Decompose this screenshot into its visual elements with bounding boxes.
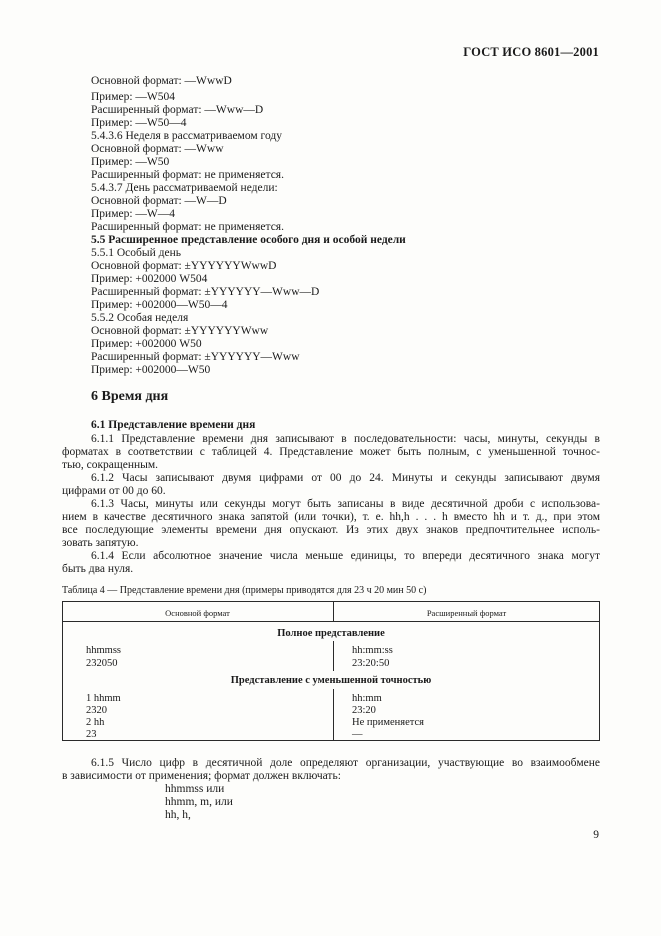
text-line: Расширенный формат: —Www—D	[91, 104, 264, 116]
text-line: Основной формат: —WwwD	[91, 75, 232, 87]
column-header-extended: Расширенный формат	[426, 608, 507, 618]
paragraph-line: 6.1.3 Часы, минуты или секунды могут быть записаны в виде десятичной дроби с использова-	[91, 498, 600, 510]
text-line: 5.4.3.7 День рассматриваемой недели:	[91, 182, 278, 194]
table-group-reduced: Представление с уменьшенной точностью	[230, 675, 432, 686]
table-cell: 23	[86, 729, 97, 740]
text-line: Расширенный формат: ±YYYYYY—Www—D	[91, 286, 320, 298]
text-line: Основной формат: ±YYYYYYWwwD	[91, 260, 277, 272]
text-line: 5.5.2 Особая неделя	[91, 312, 189, 324]
text-line: Пример: —W—4	[91, 208, 176, 220]
table-group-full: Полное представление	[277, 628, 385, 639]
table-col-divider-full	[333, 641, 334, 671]
text-line: Пример: —W50	[91, 156, 170, 168]
paragraph-line: быть два нуля.	[62, 563, 134, 575]
table-border-right	[599, 601, 600, 741]
text-line: Расширенный формат: ±YYYYYY—Www	[91, 351, 300, 363]
table-border-top	[62, 601, 600, 602]
format-line: hh, h,	[165, 809, 191, 821]
paragraph-line: все последующие элементы времени дня опускают. Из этих двух знаков предпочтительнее исполь-	[62, 524, 600, 536]
paragraph-line: 6.1.4 Если абсолютное значение числа меньше единицы, то впереди десятичного знака могут	[91, 550, 600, 562]
text-line: 5.4.3.6 Неделя в рассматриваемом году	[91, 130, 282, 142]
table-cell: hhmmss	[86, 645, 122, 656]
table-cell: 2 hh	[86, 717, 105, 728]
paragraph-line: зовать запятую.	[62, 537, 139, 549]
table-border-bottom	[62, 740, 600, 741]
table-caption: Таблица 4 — Представление времени дня (примеры приводятся для 23 ч 20 мин 50 с)	[62, 585, 427, 596]
text-line: Пример: —W50—4	[91, 117, 187, 129]
paragraph-line: в зависимости от применения; формат должен включать:	[62, 770, 341, 782]
paragraph-line: 6.1.2 Часы записывают двумя цифрами от 00 до 24. Минуты и секунды записывают двумя	[91, 472, 600, 484]
text-line: Основной формат: —W—D	[91, 195, 227, 207]
text-line: Пример: +002000 W504	[91, 273, 208, 285]
table-cell: Не применяется	[352, 717, 424, 728]
table-header-divider	[62, 621, 600, 622]
text-line: Основной формат: ±YYYYYYWww	[91, 325, 269, 337]
text-line: Пример: +002000—W50	[91, 364, 211, 376]
table-col-divider-reduced	[333, 689, 334, 740]
section-6-1-heading: 6.1 Представление времени дня	[91, 419, 256, 431]
table-cell: 23:20:50	[352, 658, 390, 669]
paragraph-line: форматах в соответствии с таблицей 4. Представление может быть полным, с уменьшенной точнос-	[62, 446, 600, 458]
paragraph-line: 6.1.5 Число цифр в десятичной доле определяют организации, участвующие во взаимообмене	[91, 757, 600, 769]
text-line: Расширенный формат: не применяется.	[91, 221, 284, 233]
text-line: 5.5.1 Особый день	[91, 247, 181, 259]
text-line: Основной формат: —Www	[91, 143, 224, 155]
table-border-left	[62, 601, 63, 741]
document-code-header: ГОСТ ИСО 8601—2001	[463, 45, 599, 59]
format-line: hhmmss или	[165, 783, 225, 795]
text-line: Пример: +002000 W50	[91, 338, 202, 350]
paragraph-line: цифрами от 00 до 60.	[62, 485, 166, 497]
format-line: hhmm, m, или	[165, 796, 233, 808]
page-number: 9	[593, 829, 599, 841]
section-6-title: 6 Время дня	[91, 389, 169, 404]
table-cell: 23:20	[352, 705, 376, 716]
paragraph-line: 6.1.1 Представление времени дня записывают в последовательности: часы, минуты, секунды в	[91, 433, 600, 445]
table-cell: hh:mm	[352, 693, 382, 704]
column-header-basic: Основной формат	[165, 608, 230, 618]
paragraph-line: тью, сокращенным.	[62, 459, 159, 471]
table-cell: 1 hhmm	[86, 693, 121, 704]
table-cell: hh:mm:ss	[352, 645, 393, 656]
text-line: Расширенный формат: не применяется.	[91, 169, 284, 181]
table-cell: 2320	[86, 705, 107, 716]
table-cell: 232050	[86, 658, 118, 669]
text-line: Пример: —W504	[91, 91, 176, 103]
text-line: Пример: +002000—W50—4	[91, 299, 228, 311]
paragraph-line: нием в качестве десятичного знака запятой (или точки), т. е. hh,h . . . h вместо hh и т. д., при этом	[62, 511, 600, 523]
table-cell: —	[352, 729, 363, 740]
section-5-5-heading: 5.5 Расширенное представление особого дня и особой недели	[91, 234, 406, 246]
